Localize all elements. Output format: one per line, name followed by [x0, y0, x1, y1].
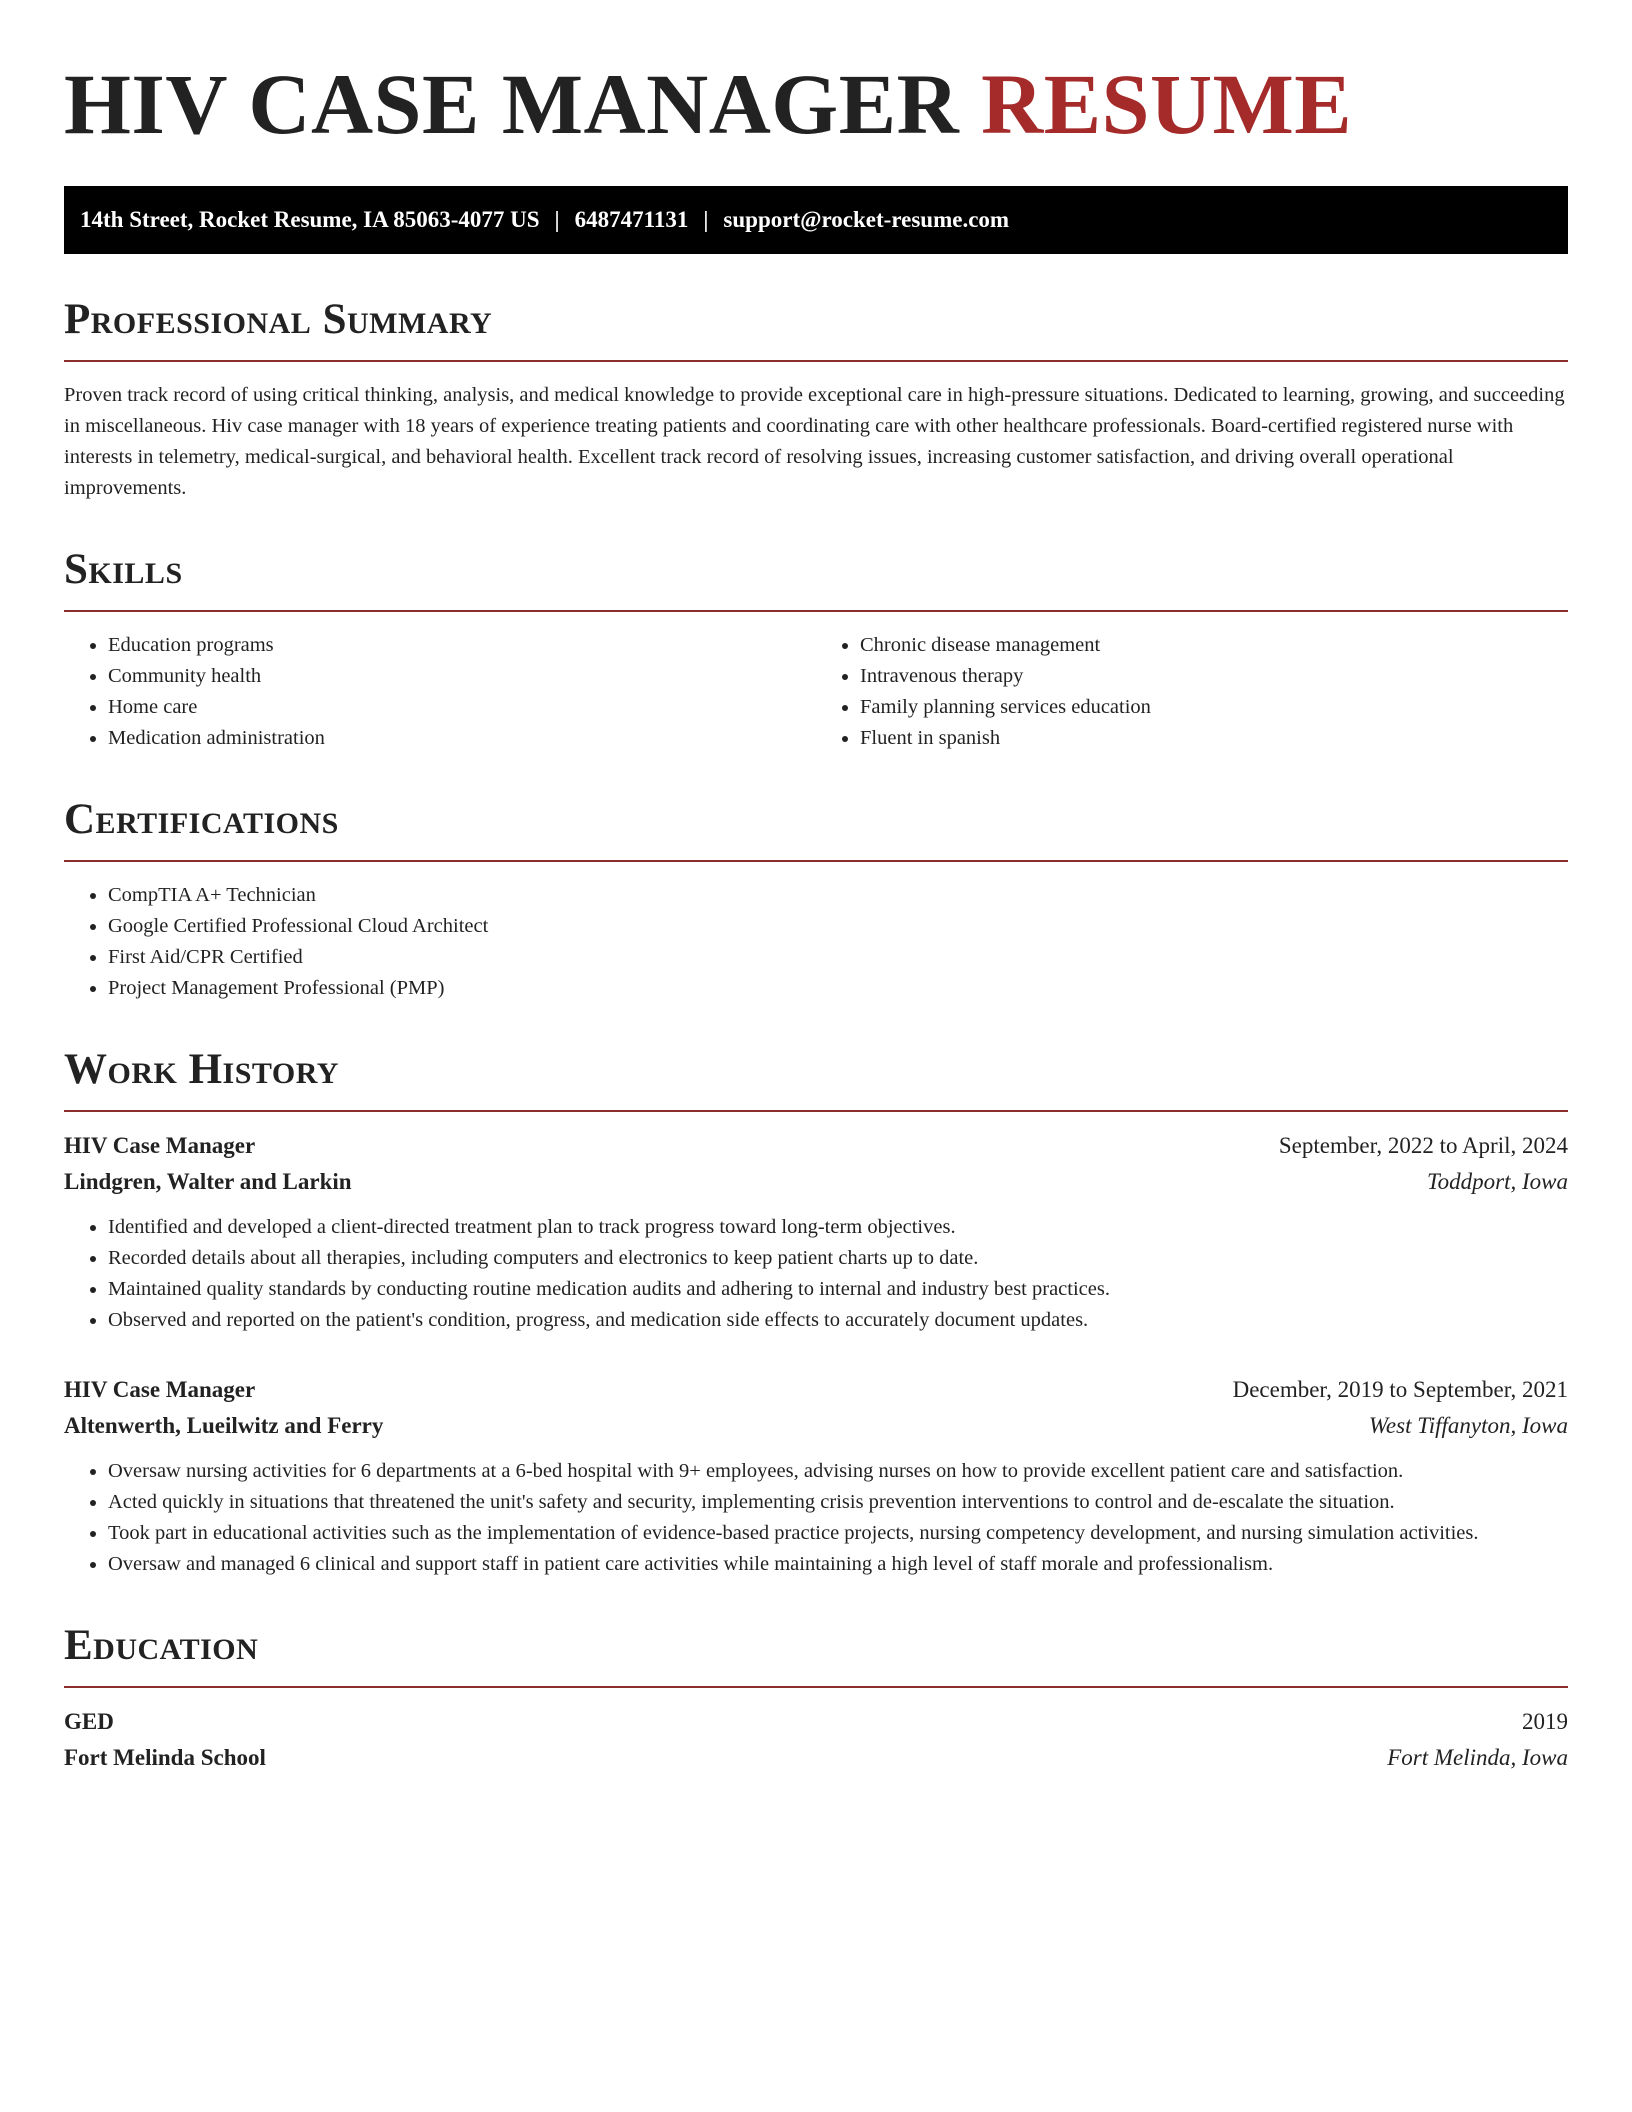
certifications-section: [64, 796, 1568, 1004]
job-entry: [64, 1128, 1568, 1336]
job-bullet: • Oversaw nursing activities for 6 departments at a 6-bed hospital with 9+ employees, advising nurses on how to provide excellent patient care and satisfaction.: [108, 1456, 1568, 1487]
job-location: Toddport, Iowa: [1426, 1169, 1568, 1194]
certification-item: • CompTIA A+ Technician: [108, 880, 1568, 911]
job-location: West Tiffanyton, Iowa: [1368, 1413, 1568, 1438]
job-bullet: • Oversaw and managed 6 clinical and support staff in patient care activities while maintaining a high level of staff morale and professionalism.: [108, 1549, 1568, 1580]
job-company: Altenwerth, Lueilwitz and Ferry: [64, 1413, 384, 1438]
section-heading: Education: [64, 1622, 259, 1669]
contact-email: support@rocket-resume.com: [723, 207, 1010, 232]
job-company-row: [64, 1408, 1568, 1444]
summary-section: [64, 296, 1568, 504]
contact-address: 14th Street, Rocket Resume, IA 85063-4077 US: [80, 207, 540, 232]
job-bullet: • Recorded details about all therapies, including computers and electronics to keep patient charts up to date.: [108, 1243, 1568, 1274]
job-bullet: • Acted quickly in situations that threatened the unit's safety and security, implementing crisis prevention interventions to control and de-escalate the situation.: [108, 1487, 1568, 1518]
section-divider: [64, 1110, 1568, 1112]
title-accent: RESUME: [981, 56, 1353, 152]
section-divider: [64, 860, 1568, 862]
job-bullets: [64, 1212, 1568, 1336]
skill-item: • Education programs: [108, 630, 816, 661]
job-company: Lindgren, Walter and Larkin: [64, 1169, 352, 1194]
skill-item: • Medication administration: [108, 723, 816, 754]
education-school-row: [64, 1740, 1568, 1776]
job-bullet: • Identified and developed a client-directed treatment plan to track progress toward long-term objectives.: [108, 1212, 1568, 1243]
section-heading: Certifications: [64, 796, 339, 843]
title-main: HIV CASE MANAGER: [64, 56, 960, 152]
resume-title: [64, 0, 1568, 154]
job-title: HIV Case Manager: [64, 1377, 256, 1402]
work-history-section: [64, 1046, 1568, 1580]
education-location: Fort Melinda, Iowa: [1387, 1745, 1568, 1770]
contact-separator: |: [703, 207, 709, 232]
job-bullet: • Observed and reported on the patient's condition, progress, and medication side effects to accurately document updates.: [108, 1305, 1568, 1336]
skills-list-left: [64, 630, 816, 754]
skill-item: • Chronic disease management: [860, 630, 1568, 661]
skill-item: • Community health: [108, 661, 816, 692]
education-year: 2019: [1522, 1709, 1568, 1734]
skill-item: • Intravenous therapy: [860, 661, 1568, 692]
job-title: HIV Case Manager: [64, 1133, 256, 1158]
section-heading: Skills: [64, 546, 183, 593]
certifications-list: [64, 880, 1568, 1004]
skills-grid: [64, 612, 1568, 754]
job-bullets: [64, 1456, 1568, 1580]
job-entry: [64, 1372, 1568, 1580]
education-school: Fort Melinda School: [64, 1745, 266, 1770]
section-divider: [64, 360, 1568, 362]
certification-item: • Google Certified Professional Cloud Architect: [108, 911, 1568, 942]
skill-item: • Home care: [108, 692, 816, 723]
section-heading: Work History: [64, 1046, 339, 1093]
skill-item: • Family planning services education: [860, 692, 1568, 723]
summary-text: Proven track record of using critical thinking, analysis, and medical knowledge to provide exceptional care in high-pressure situations. Dedicated to learning, growing, and succeeding in miscellaneous. Hiv case manager with 18 years of experience treating patients and coordinating care with other healthcare professionals. Board-certified registered nurse with interests in telemetry, medical-surgical, and behavioral health. Excellent track record of resolving issues, increasing customer satisfaction, and driving overall operational improvements.: [64, 384, 1565, 499]
job-header-row: [64, 1128, 1568, 1164]
skill-item: • Fluent in spanish: [860, 723, 1568, 754]
job-dates: December, 2019 to September, 2021: [1232, 1377, 1568, 1402]
job-company-row: [64, 1164, 1568, 1200]
contact-bar: [64, 186, 1568, 254]
education-degree: GED: [64, 1709, 114, 1734]
job-bullet: • Took part in educational activities such as the implementation of evidence-based practice projects, nursing competency development, and nursing simulation activities.: [108, 1518, 1568, 1549]
education-section: [64, 1622, 1568, 1776]
job-bullet: • Maintained quality standards by conducting routine medication audits and adhering to internal and industry best practices.: [108, 1274, 1568, 1305]
education-header-row: [64, 1704, 1568, 1740]
education-entry: [64, 1704, 1568, 1776]
certification-item: • Project Management Professional (PMP): [108, 973, 1568, 1004]
section-heading: Professional Summary: [64, 296, 493, 343]
skills-section: [64, 546, 1568, 754]
contact-phone: 6487471131: [574, 207, 689, 232]
section-divider: [64, 1686, 1568, 1688]
job-header-row: [64, 1372, 1568, 1408]
skills-list-right: [816, 630, 1568, 754]
certification-item: • First Aid/CPR Certified: [108, 942, 1568, 973]
contact-separator: |: [554, 207, 560, 232]
job-dates: September, 2022 to April, 2024: [1278, 1133, 1568, 1158]
